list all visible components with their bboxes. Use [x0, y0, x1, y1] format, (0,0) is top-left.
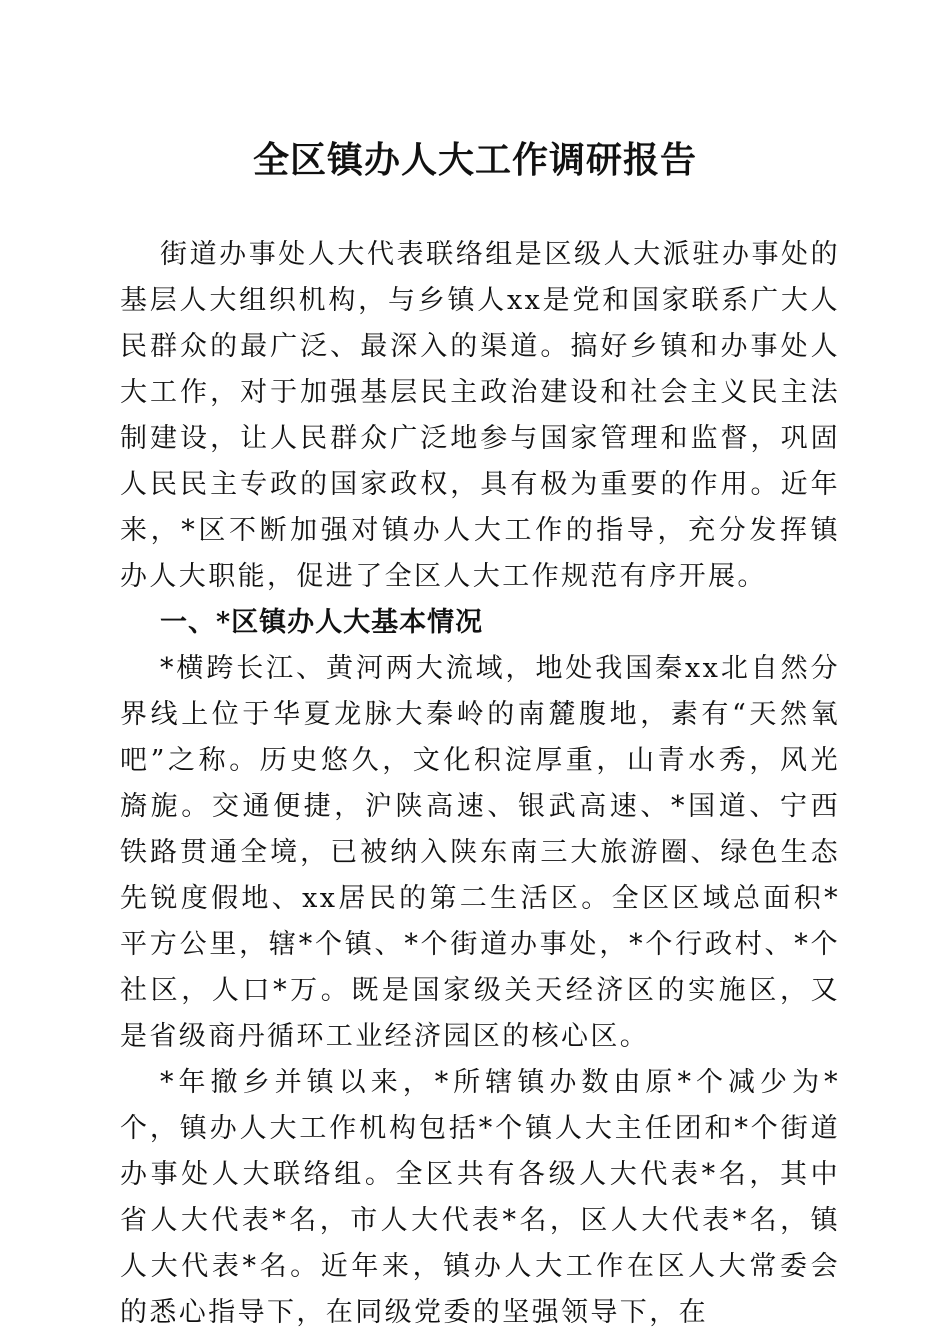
- document-body: [120, 232, 840, 1336]
- section-paragraph-1: *横跨长江、黄河两大流域，地处我国秦xx北自然分界线上位于华夏龙脉大秦岭的南麓腹地，素有“天然氧吧”之称。历史悠久，文化积淀厚重，山青水秀，风光旖旎。交通便捷，沪陕高速、银武高速、*国道、宁西铁路贯通全境，已被纳入陕东南三大旅游圈、绿色生态先锐度假地、xx居民的第二生活区。全区区域总面积*平方公里，辖*个镇、*个街道办事处，*个行政村、*个社区，人口*万。既是国家级关天经济区的实施区，又是省级商丹循环工业经济园区的核心区。: [120, 653, 840, 1052]
- section-paragraph-2: *年撤乡并镇以来，*所辖镇办数由原*个减少为*个，镇办人大工作机构包括*个镇人大主任团和*个街道办事处人大联络组。全区共有各级人大代表*名，其中省人大代表*名，市人大代表*名，区人大代表*名，镇人大代表*名。近年来，镇办人大工作在区人大常委会的悉心指导下，在同级党委的坚强领导下，在: [120, 1067, 840, 1328]
- intro-paragraph: 街道办事处人大代表联络组是区级人大派驻办事处的基层人大组织机构，与乡镇人xx是党和国家联系广大人民群众的最广泛、最深入的渠道。搞好乡镇和办事处人大工作，对于加强基层民主政治建设和社会主义民主法制建设，让人民群众广泛地参与国家管理和监督，巩固人民民主专政的国家政权，具有极为重要的作用。近年来，*区不断加强对镇办人大工作的指导，充分发挥镇办人大职能，促进了全区人大工作规范有序开展。: [120, 239, 840, 592]
- section-heading: 一、*区镇办人大基本情况: [160, 607, 484, 638]
- document-title: 全区镇办人大工作调研报告: [252, 139, 697, 181]
